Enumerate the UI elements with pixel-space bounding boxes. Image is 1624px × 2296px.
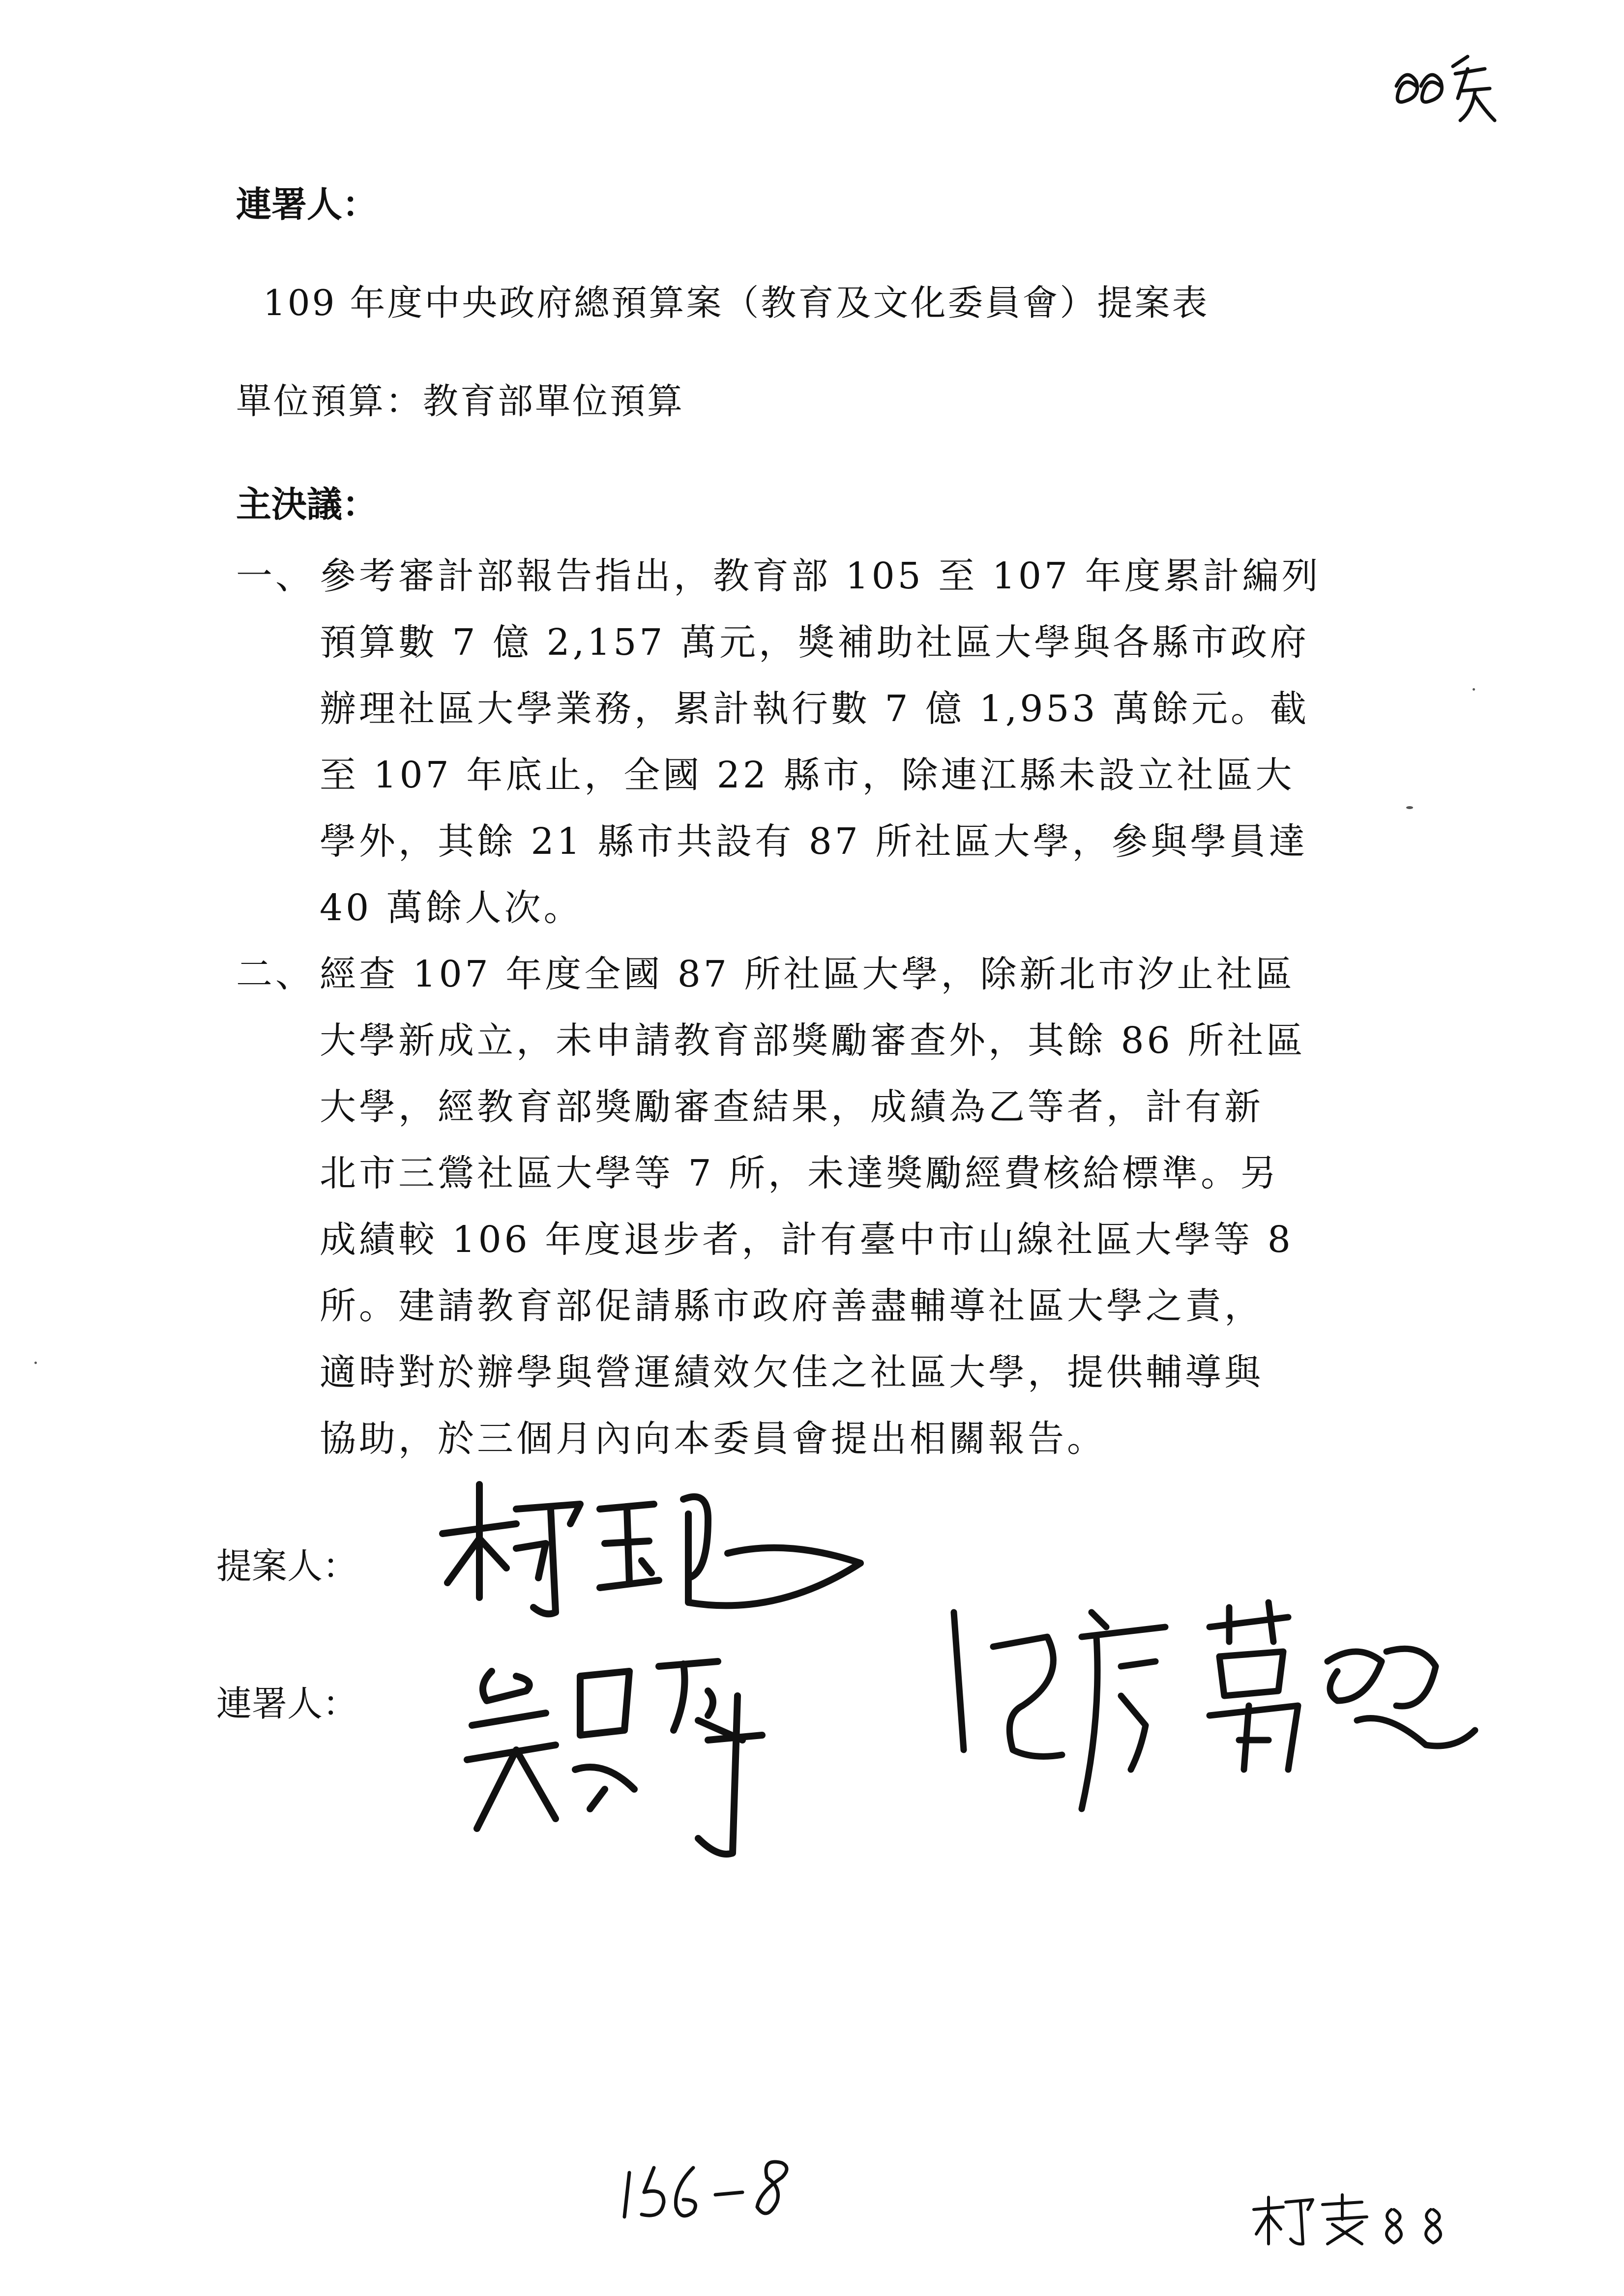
item-line: 大學新成立，未申請教育部獎勵審查外，其餘 86 所社區 <box>320 1019 1306 1062</box>
item-line: 預算數 7 億 2,157 萬元，獎補助社區大學與各縣市政府 <box>320 621 1310 664</box>
item-line: 40 萬餘人次。 <box>320 887 583 929</box>
cosigner-label-bottom: 連署人： <box>216 1683 358 1724</box>
item-line: 經查 107 年度全國 87 所社區大學，除新北市汐止社區 <box>320 953 1295 995</box>
main-resolution-label: 主決議： <box>236 483 378 525</box>
item-number: 二、 <box>236 953 315 995</box>
scan-speck <box>34 1362 37 1364</box>
proposer-signature <box>433 1455 875 1632</box>
item-line: 大學，經教育部獎勵審查結果，成績為乙等者，計有新 <box>320 1086 1264 1128</box>
item-number: 一、 <box>236 555 315 597</box>
item-line: 辦理社區大學業務，累計執行數 7 億 1,953 萬餘元。截 <box>320 688 1310 730</box>
handwritten-case-mark <box>1387 47 1505 135</box>
item-line: 所。建請教育部促請縣市政府善盡輔導社區大學之責， <box>320 1285 1264 1327</box>
scan-speck <box>1473 688 1475 691</box>
cosigner-label-top: 連署人： <box>236 183 378 225</box>
item-line: 協助，於三個月內向本委員會提出相關報告。 <box>320 1418 1106 1460</box>
item-line: 適時對於辦學與營運績效欠佳之社區大學，提供輔導與 <box>320 1351 1264 1394</box>
proposer-label: 提案人： <box>216 1545 358 1587</box>
unit-budget: 單位預算：教育部單位預算 <box>236 380 685 422</box>
item-line: 學外，其餘 21 縣市共設有 87 所社區大學，參與學員達 <box>320 820 1308 863</box>
cosigner-signature-1 <box>443 1622 875 1878</box>
cosigner-signature-2 <box>934 1583 1524 1838</box>
item-line: 參考審計部報告指出，教育部 105 至 107 年度累計編列 <box>320 555 1321 597</box>
handwritten-bottom-mark <box>1249 2190 1465 2249</box>
item-line: 成績較 106 年度退步者，計有臺中市山線社區大學等 8 <box>320 1219 1294 1261</box>
scan-speck <box>1406 806 1413 809</box>
item-line: 北市三鶯社區大學等 7 所，未達獎勵經費核給標準。另 <box>320 1152 1280 1194</box>
item-line: 至 107 年底止，全國 22 縣市，除連江縣未設立社區大 <box>320 754 1295 796</box>
form-title: 109 年度中央政府總預算案（教育及文化委員會）提案表 <box>263 282 1210 323</box>
handwritten-page-number <box>620 2148 806 2232</box>
